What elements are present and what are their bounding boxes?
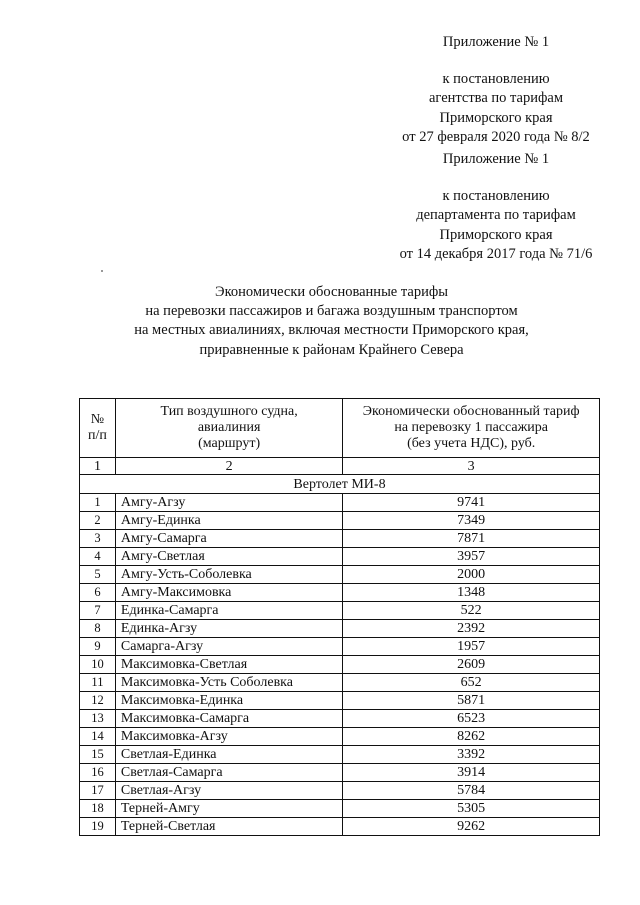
tariff-cell: 2609 [343, 656, 600, 674]
appendix-line: к постановлению [442, 188, 550, 205]
appendix-line: департамента по тарифам [416, 207, 576, 224]
tariff-cell: 522 [343, 602, 600, 620]
row-number-cell: 13 [80, 710, 116, 728]
header-tariff-line: (без учета НДС), руб. [407, 436, 536, 451]
section-title: Вертолет МИ-8 [80, 475, 600, 494]
scan-speck [101, 270, 103, 272]
tariff-cell: 2000 [343, 566, 600, 584]
row-number-cell: 14 [80, 728, 116, 746]
appendix-line: Приморского края [439, 226, 553, 243]
route-cell: Максимовка-Самарга [115, 710, 342, 728]
header-tariff [343, 399, 600, 458]
heading-line: Экономически обоснованные тарифы [215, 284, 448, 300]
tariff-cell: 9262 [343, 818, 600, 836]
table-row [80, 602, 600, 620]
section-row [80, 475, 600, 494]
tariff-cell: 1957 [343, 638, 600, 656]
appendix-line: от 14 декабря 2017 года № 71/6 [399, 245, 593, 262]
row-number-cell: 18 [80, 800, 116, 818]
appendix-line: к постановлению [442, 71, 550, 88]
route-cell: Максимовка-Единка [115, 692, 342, 710]
table-row [80, 710, 600, 728]
appendix-2020-block [346, 33, 640, 147]
route-cell: Амгу-Максимовка [115, 584, 342, 602]
table-header-row [80, 399, 600, 458]
appendix-line: агентства по тарифам [429, 90, 563, 107]
column-index: 1 [80, 458, 116, 475]
heading-line: приравненные к районам Крайнего Севера [199, 341, 464, 358]
header-tariff-line: на перевозку 1 пассажира [394, 420, 548, 435]
tariff-cell: 3392 [343, 746, 600, 764]
tariff-cell: 6523 [343, 710, 600, 728]
tariff-cell: 2392 [343, 620, 600, 638]
header-num [80, 399, 116, 458]
row-number-cell: 4 [80, 548, 116, 566]
route-cell: Единка-Самарга [115, 602, 342, 620]
route-cell: Амгу-Агзу [115, 494, 342, 512]
header-num-line: № [90, 412, 105, 427]
row-number-cell: 1 [80, 494, 116, 512]
row-number-cell: 12 [80, 692, 116, 710]
tariff-cell: 1348 [343, 584, 600, 602]
table-row [80, 566, 600, 584]
header-route-line: Тип воздушного судна, [160, 404, 298, 419]
tariff-table [79, 398, 600, 836]
table-row [80, 494, 600, 512]
table-row [80, 584, 600, 602]
row-number-cell: 15 [80, 746, 116, 764]
route-cell: Максимовка-Усть Соболевка [115, 674, 342, 692]
tariff-cell: 8262 [343, 728, 600, 746]
table-row [80, 800, 600, 818]
header-route [115, 399, 342, 458]
tariff-cell: 7871 [343, 530, 600, 548]
table-row [80, 548, 600, 566]
heading-line: на перевозки пассажиров и багажа воздушным транспортом [145, 303, 518, 320]
tariff-cell: 3957 [343, 548, 600, 566]
header-route-line: авиалиния [197, 420, 261, 435]
row-number-cell: 2 [80, 512, 116, 530]
row-number-cell: 17 [80, 782, 116, 800]
document-heading [80, 283, 583, 360]
appendix-title: Приложение № 1 [442, 151, 550, 167]
appendix-line: Приморского края [439, 109, 553, 126]
route-cell: Амгу-Усть-Соболевка [115, 566, 342, 584]
heading-line: на местных авиалиниях, включая местности Приморского края, [134, 322, 529, 339]
tariff-cell: 5784 [343, 782, 600, 800]
column-index: 3 [343, 458, 600, 475]
route-cell: Единка-Агзу [115, 620, 342, 638]
route-cell: Амгу-Единка [115, 512, 342, 530]
header-num-line: п/п [88, 428, 107, 443]
tariff-cell: 652 [343, 674, 600, 692]
row-number-cell: 7 [80, 602, 116, 620]
row-number-cell: 10 [80, 656, 116, 674]
column-index: 2 [115, 458, 342, 475]
route-cell: Светлая-Самарга [115, 764, 342, 782]
table-row [80, 746, 600, 764]
header-tariff-line: Экономически обоснованный тариф [362, 404, 580, 419]
table-row [80, 530, 600, 548]
table-row [80, 512, 600, 530]
table-row [80, 782, 600, 800]
table-row [80, 638, 600, 656]
appendix-line: от 27 февраля 2020 года № 8/2 [402, 128, 590, 145]
table-row [80, 620, 600, 638]
row-number-cell: 5 [80, 566, 116, 584]
row-number-cell: 9 [80, 638, 116, 656]
row-number-cell: 8 [80, 620, 116, 638]
tariff-cell: 5305 [343, 800, 600, 818]
route-cell: Светлая-Единка [115, 746, 342, 764]
header-route-line: (маршрут) [198, 436, 261, 451]
route-cell: Терней-Амгу [115, 800, 342, 818]
table-row [80, 674, 600, 692]
route-cell: Максимовка-Светлая [115, 656, 342, 674]
tariff-cell: 3914 [343, 764, 600, 782]
route-cell: Терней-Светлая [115, 818, 342, 836]
table-row [80, 656, 600, 674]
tariff-cell: 9741 [343, 494, 600, 512]
route-cell: Максимовка-Агзу [115, 728, 342, 746]
row-number-cell: 16 [80, 764, 116, 782]
appendix-2017-block [346, 150, 640, 264]
row-number-cell: 3 [80, 530, 116, 548]
route-cell: Самарга-Агзу [115, 638, 342, 656]
table-row [80, 692, 600, 710]
tariff-cell: 5871 [343, 692, 600, 710]
tariff-cell: 7349 [343, 512, 600, 530]
row-number-cell: 6 [80, 584, 116, 602]
column-index-row [80, 458, 600, 475]
table-row [80, 818, 600, 836]
row-number-cell: 19 [80, 818, 116, 836]
table-row [80, 764, 600, 782]
route-cell: Амгу-Самарга [115, 530, 342, 548]
row-number-cell: 11 [80, 674, 116, 692]
route-cell: Светлая-Агзу [115, 782, 342, 800]
route-cell: Амгу-Светлая [115, 548, 342, 566]
table-row [80, 728, 600, 746]
appendix-title: Приложение № 1 [442, 34, 550, 50]
